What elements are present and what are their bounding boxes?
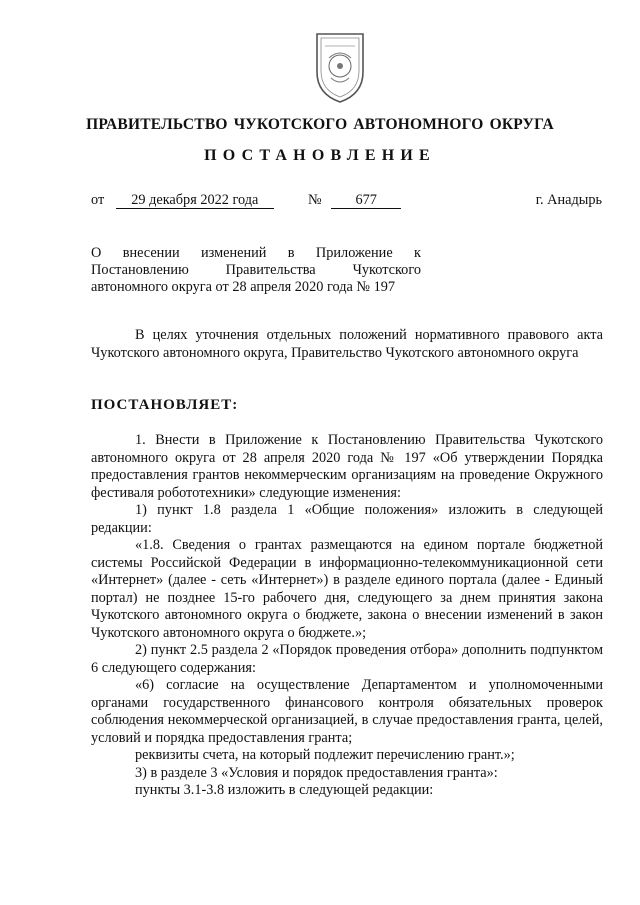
government-title: ПРАВИТЕЛЬСТВО ЧУКОТСКОГО АВТОНОМНОГО ОКРУГА: [86, 116, 554, 133]
body-paragraph: пункты 3.1-3.8 изложить в следующей редакции:: [135, 782, 434, 798]
number-line: [308, 191, 401, 209]
document-date: 29 декабря 2022 года: [116, 193, 274, 209]
preamble: [91, 327, 603, 362]
city: г. Анадырь: [535, 192, 602, 208]
date-line: [91, 191, 274, 209]
body-paragraph: «6) согласие на осуществление Департаментом и уполномоченными органами государственного финансового контроля обязательных проверок соблюдения некоммерческой организацией, в случае предоставления гранта, целей, условий и порядка предоставления гранта;: [91, 677, 603, 746]
body-paragraph: 3) в разделе 3 «Условия и порядок предоставления гранта»:: [135, 764, 498, 781]
body-paragraph: реквизиты счета, на который подлежит перечислению грант.»;: [135, 747, 515, 763]
document-type-title: ПОСТАНОВЛЕНИЕ: [204, 147, 436, 164]
document-body: [91, 432, 603, 800]
subject-line: О внесении изменений в Приложение к: [91, 245, 421, 261]
coat-of-arms-emblem-icon: [309, 28, 371, 106]
body-paragraph: «1.8. Сведения о грантах размещаются на едином портале бюджетной системы Российской Федерации в информационно-телекоммуникационной сети «Интернет» (далее - сеть «Интернет») в разделе единого портала (далее - Единый портал) не позднее 15-го рабочего дня, следующего за днем принятия закона Чукотского автономного округа о бюджете, закона о внесении изменений в закон Чукотского автономного округа о бюджете.»;: [91, 537, 603, 641]
subject-line: автономного округа от 28 апреля 2020 года № 197: [91, 279, 396, 295]
document-subject: [91, 245, 421, 296]
postanovlyaet-heading: ПОСТАНОВЛЯЕТ:: [91, 397, 239, 413]
body-paragraph: 1. Внести в Приложение к Постановлению Правительства Чукотского автономного округа от 28 апреля 2020 года № 197 «Об утверждении Порядка предоставления грантов некоммерческим организациям на проведение Окружного фестиваля робототехники» следующие изменения:: [91, 432, 603, 501]
body-paragraph: 1) пункт 1.8 раздела 1 «Общие положения» изложить в следующей редакции:: [91, 502, 603, 536]
preamble-paragraph: В целях уточнения отдельных положений нормативного правового акта Чукотского автономного округа, Правительство Чукотского автономного округа: [91, 327, 603, 361]
body-paragraph: 2) пункт 2.5 раздела 2 «Порядок проведения отбора» дополнить подпунктом 6 следующего содержания:: [91, 642, 603, 676]
number-label: №: [308, 192, 322, 208]
document-number: 677: [331, 193, 401, 209]
subject-line: Постановлению Правительства Чукотского: [91, 262, 421, 278]
from-label: от: [91, 192, 105, 208]
